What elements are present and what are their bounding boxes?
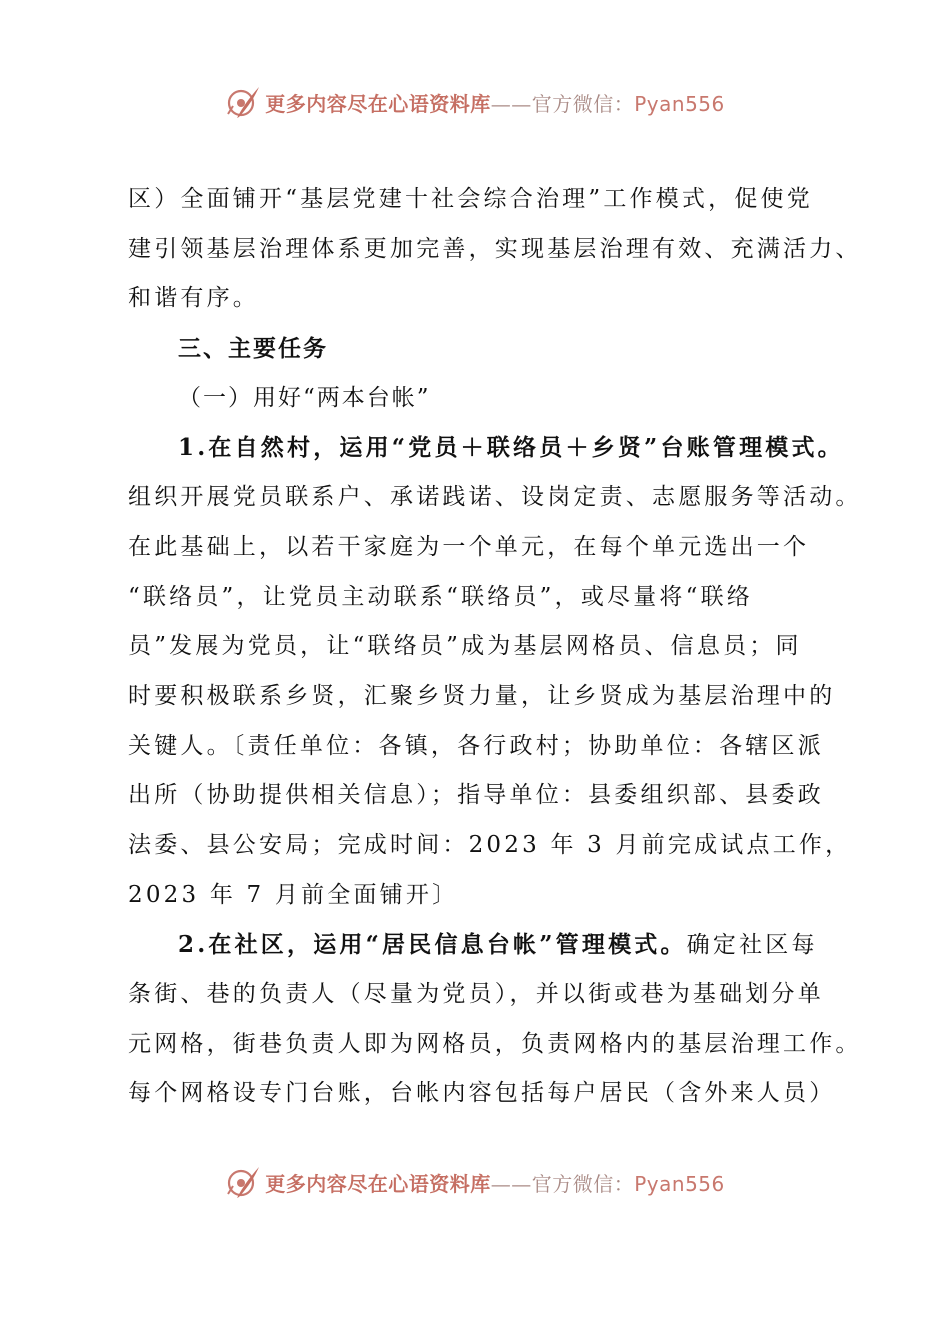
body-line: 区）全面铺开“基层党建十社会综合治理”工作模式，促使党 [128, 186, 813, 212]
item2-line: 元网格，街巷负责人即为网格员，负责网格内的基层治理工作。 [128, 1030, 862, 1057]
watermark-wechat-label: 官方微信： [531, 91, 635, 116]
item1-line: “联络员”，让党员主动联系“联络员”，或尽量将“联络 [128, 583, 753, 610]
watermark-brand: 更多内容尽在心语资料库 [265, 1171, 491, 1196]
body-line: 和谐有序。 [128, 285, 259, 312]
item1-line: 关键人。〔责任单位：各镇，各行政村；协助单位：各辖区派 [128, 732, 824, 759]
document-body [128, 175, 862, 1119]
body-line: 建引领基层治理体系更加完善，实现基层治理有效、充满活力、 [128, 235, 862, 262]
section-heading: 三、主要任务 [178, 335, 328, 363]
watermark-wechat-id: Pyan556 [634, 91, 725, 116]
watermark-brand: 更多内容尽在心语资料库 [265, 91, 491, 116]
watermark-text [265, 88, 725, 117]
item2-heading: 2.在社区，运用“居民信息台帐”管理模式。 [178, 931, 687, 959]
item1-line: 法委、县公安局；完成时间：2023 年 3 月前完成试点工作， [128, 831, 852, 858]
item1-heading: 1.在自然村，运用“党员＋联络员＋乡贤”台账管理模式。 [178, 434, 844, 462]
item2-line: 条街、巷的负责人（尽量为党员），并以街或巷为基础划分单 [128, 981, 824, 1007]
watermark-banner-top [0, 82, 950, 122]
quill-pen-logo-icon [225, 1164, 261, 1200]
item2-heading-rest: 确定社区每 [686, 932, 818, 959]
item1-line: 在此基础上，以若干家庭为一个单元，在每个单元选出一个 [128, 533, 810, 560]
item1-line: 2023 年 7 月前全面铺开〕 [128, 881, 459, 908]
item1-line: 员”发展为党员，让“联络员”成为基层网格员、信息员；同 [128, 633, 802, 660]
subsection-heading: （一）用好“两本台帐” [178, 384, 431, 411]
quill-pen-logo-icon [225, 84, 261, 120]
watermark-wechat-id: Pyan556 [634, 1171, 725, 1196]
item1-line: 组织开展党员联系户、承诺践诺、设岗定责、志愿服务等活动。 [128, 484, 862, 511]
watermark-dash: —— [490, 91, 532, 116]
item1-line: 出所（协助提供相关信息）；指导单位：县委组织部、县委政 [128, 782, 824, 809]
item1-line: 时要积极联系乡贤，汇聚乡贤力量，让乡贤成为基层治理中的 [128, 682, 836, 709]
watermark-text [265, 1168, 725, 1197]
item2-line: 每个网格设专门台账，台帐内容包括每户居民（含外来人员） [128, 1080, 836, 1107]
watermark-dash: —— [490, 1171, 532, 1196]
watermark-banner-bottom [0, 1162, 950, 1202]
item2-first-line [128, 920, 848, 970]
watermark-wechat-label: 官方微信： [531, 1171, 635, 1196]
